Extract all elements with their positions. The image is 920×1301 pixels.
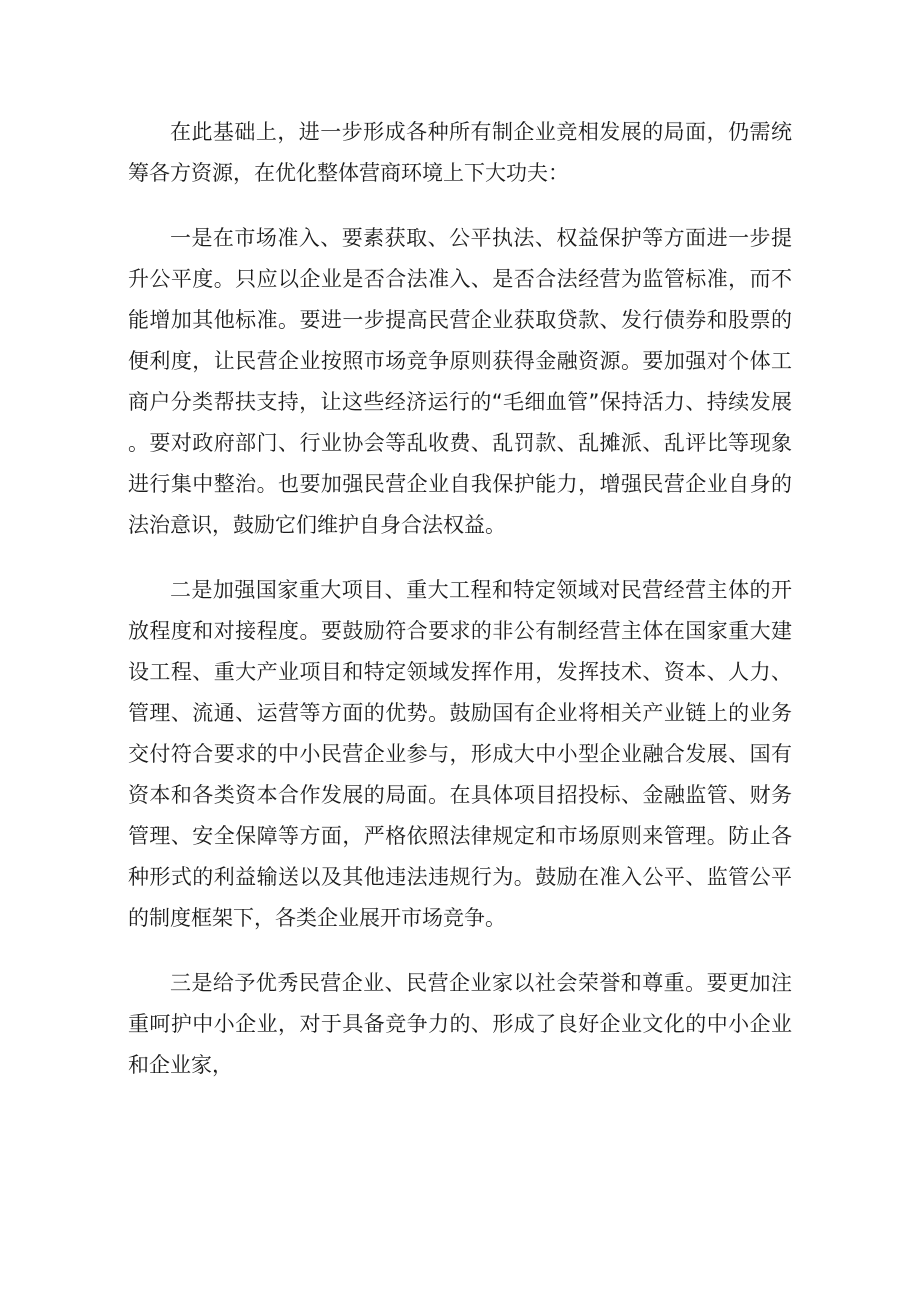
- paragraph-point-one: 一是在市场准入、要素获取、公平执法、权益保护等方面进一步提升公平度。只应以企业是否合法准入、是否合法经营为监管标准，而不能增加其他标准。要进一步提高民营企业获取贷款、发行债券和股票的便利度，让民营企业按照市场竞争原则获得金融资源。要加强对个体工商户分类帮扶支持，让这些经济运行的“毛细血管”保持活力、持续发展。要对政府部门、行业协会等乱收费、乱罚款、乱摊派、乱评比等现象进行集中整治。也要加强民营企业自我保护能力，增强民营企业自身的法治意识，鼓励它们维护自身合法权益。: [128, 226, 792, 537]
- paragraph-point-two: 二是加强国家重大项目、重大工程和特定领域对民营经营主体的开放程度和对接程度。要鼓励符合要求的非公有制经营主体在国家重大建设工程、重大产业项目和特定领域发挥作用，发挥技术、资本、人力、管理、流通、运营等方面的优势。鼓励国有企业将相关产业链上的业务交付符合要求的中小民营企业参与，形成大中小型企业融合发展、国有资本和各类资本合作发展的局面。在具体项目招投标、金融监管、财务管理、安全保障等方面，严格依照法律规定和市场原则来管理。防止各种形式的利益输送以及其他违法违规行为。鼓励在准入公平、监管公平的制度框架下，各类企业展开市场竞争。: [128, 578, 792, 930]
- paragraph-point-three: 三是给予优秀民营企业、民营企业家以社会荣誉和尊重。要更加注重呵护中小企业，对于具备竞争力的、形成了良好企业文化的中小企业和企业家，: [128, 971, 792, 1077]
- paragraph-intro: 在此基础上，进一步形成各种所有制企业竞相发展的局面，仍需统筹各方资源，在优化整体营商环境上下大功夫：: [128, 120, 792, 185]
- document-body: [128, 112, 792, 1110]
